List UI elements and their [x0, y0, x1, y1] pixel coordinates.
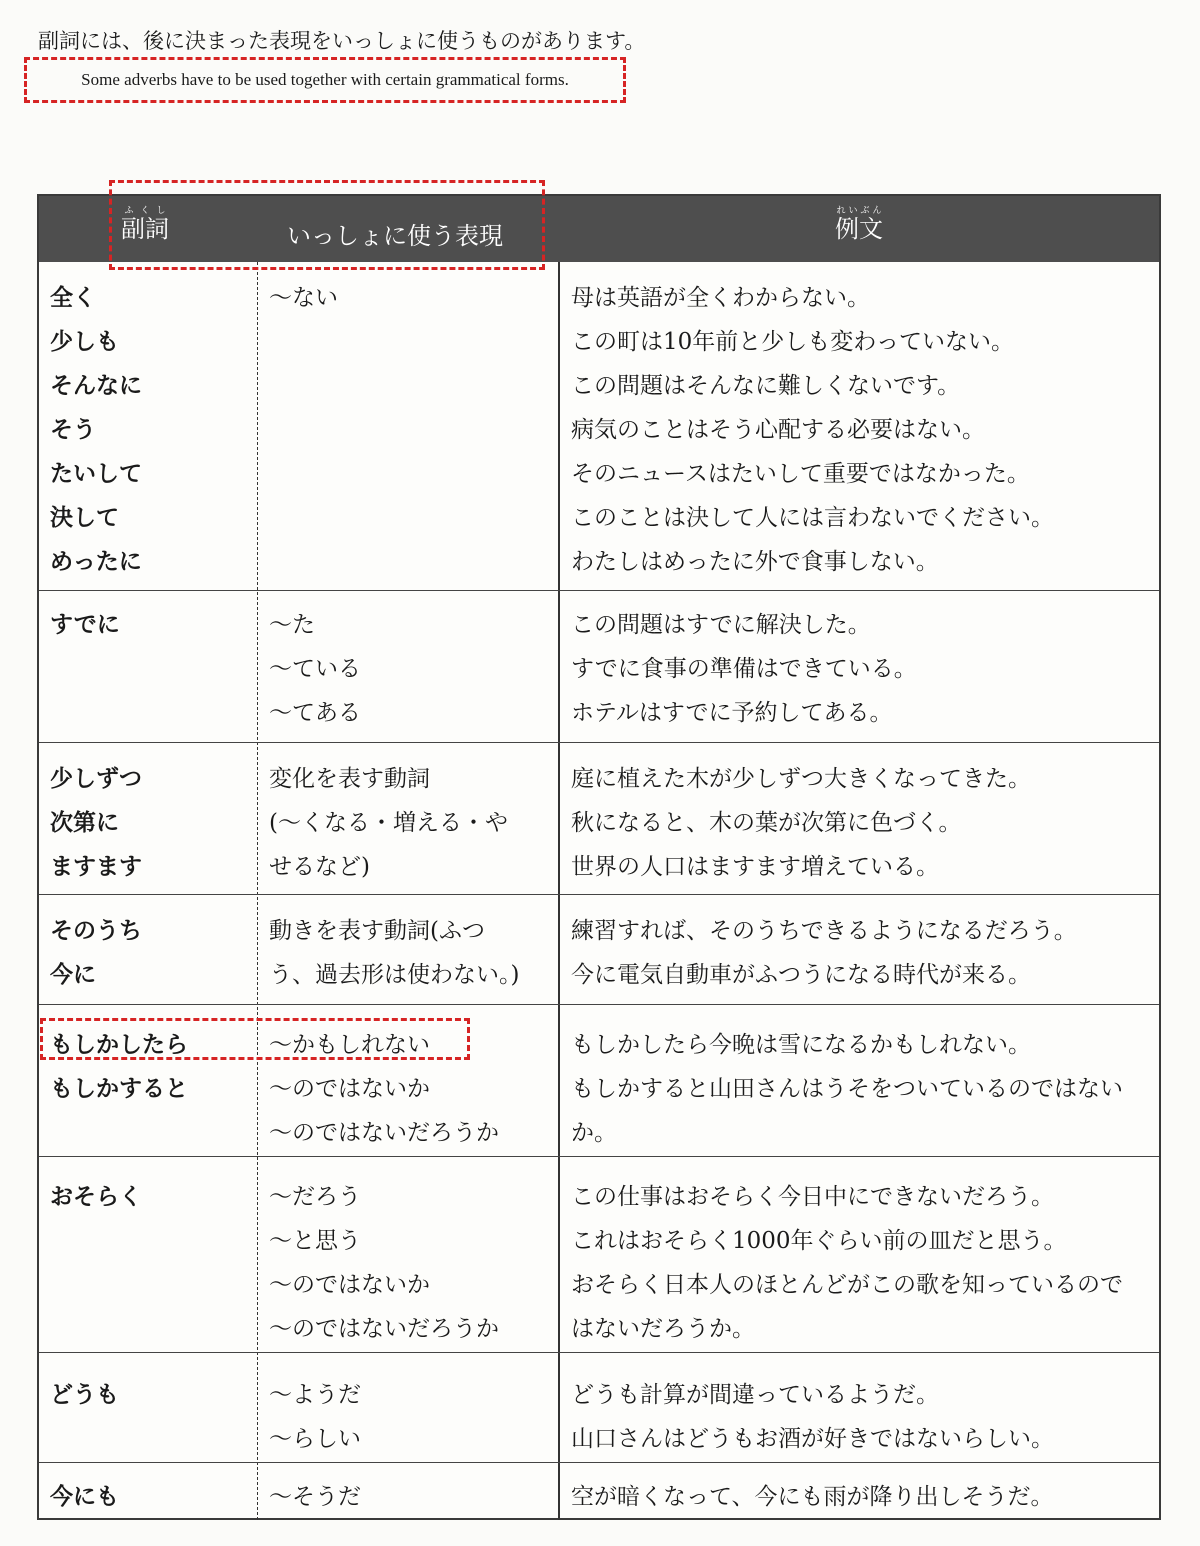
example-cell: [571, 603, 1151, 735]
adverb: おそらく: [50, 1184, 142, 1210]
table-row: [39, 894, 1159, 1005]
expression: 〜のではないだろうか: [269, 1316, 499, 1342]
adverb-cell: [50, 276, 250, 584]
table-row: [39, 590, 1159, 743]
example-sentence: この町は10年前と少しも変わっていない。: [571, 329, 1015, 355]
example-sentence: どうも計算が間違っているようだ。: [571, 1382, 939, 1408]
intro-english: Some adverbs have to be used together with certain grammatical forms.: [81, 70, 569, 89]
header-adverb: 副詞ふくし: [121, 206, 169, 243]
header-highlight-box: [109, 180, 545, 270]
header-expression: いっしょに使う表現: [287, 222, 503, 250]
example-sentence: 病気のことはそう心配する必要はない。: [571, 417, 985, 443]
adverb-cell: [50, 1475, 250, 1519]
expression: 〜ようだ: [269, 1382, 361, 1408]
example-sentence: 今に電気自動車がふつうになる時代が来る。: [571, 962, 1031, 988]
table-row: [39, 262, 1159, 590]
example-sentence: 空が暗くなって、今にも雨が降り出しそうだ。: [571, 1484, 1054, 1510]
example-sentence: もしかすると山田さんはうそをついているのではない: [571, 1076, 1123, 1102]
example-cell: [571, 1373, 1151, 1461]
example-sentence: 母は英語が全くわからない。: [571, 285, 870, 311]
adverb: 少しずつ: [50, 766, 142, 792]
expression-cell: [269, 757, 551, 889]
expression: 〜と思う: [269, 1228, 361, 1254]
adverb-cell: [50, 1175, 250, 1219]
adverb: 決して: [50, 505, 119, 531]
adverb: そう: [50, 417, 96, 443]
adverb: どうも: [50, 1382, 119, 1408]
example-cell: [571, 276, 1151, 584]
expression: 〜かもしれない: [269, 1032, 430, 1058]
expression-cell: [269, 909, 551, 997]
expression: 〜のではないだろうか: [269, 1120, 499, 1146]
example-cell: [571, 757, 1151, 889]
example-sentence: わたしはめったに外で食事しない。: [571, 549, 939, 575]
adverb: もしかすると: [50, 1076, 188, 1102]
adverb: すでに: [50, 612, 120, 638]
expression: 〜た: [269, 612, 315, 638]
adverb: そのうち: [50, 918, 142, 944]
adverb-table: [37, 194, 1161, 1520]
adverb: 次第に: [50, 810, 119, 836]
table-row: [39, 742, 1159, 895]
expression-cell: [269, 276, 551, 320]
example-sentence: この仕事はおそらく今日中にできないだろう。: [571, 1184, 1054, 1210]
example-cell: [571, 1023, 1151, 1155]
expression: (〜くなる・増える・や: [269, 810, 508, 836]
expression: う、過去形は使わない。): [269, 962, 520, 988]
adverb: もしかしたら: [50, 1032, 188, 1058]
example-sentence: そのニュースはたいして重要ではなかった。: [571, 461, 1030, 487]
adverb: そんなに: [50, 373, 142, 399]
adverb-cell: [50, 603, 250, 647]
example-sentence: おそらく日本人のほとんどがこの歌を知っているので: [571, 1272, 1123, 1298]
example-sentence: はないだろうか。: [571, 1316, 755, 1342]
expression: 動きを表す動詞(ふつ: [269, 918, 485, 944]
example-sentence: 秋になると、木の葉が次第に色づく。: [571, 810, 962, 836]
adverb: めったに: [50, 549, 142, 575]
adverb: 全く: [50, 285, 96, 311]
example-sentence: この問題はすでに解決した。: [571, 612, 871, 638]
example-cell: [571, 1475, 1151, 1519]
adverb: ますます: [50, 854, 142, 880]
expression: 〜ない: [269, 285, 338, 311]
expression: 〜のではないか: [269, 1076, 430, 1102]
example-cell: [571, 1175, 1151, 1351]
expression: 〜らしい: [269, 1426, 361, 1452]
expression: 〜ている: [269, 656, 361, 682]
example-sentence: この問題はそんなに難しくないです。: [571, 373, 961, 399]
example-sentence: すでに食事の準備はできている。: [571, 656, 917, 682]
table-row: [39, 1462, 1159, 1521]
adverb: 今に: [50, 962, 96, 988]
expression-cell: [269, 1475, 551, 1519]
row-highlight-box: [40, 1018, 470, 1060]
intro-english-box: [24, 57, 626, 103]
example-sentence: 庭に植えた木が少しずつ大きくなってきた。: [571, 766, 1031, 792]
example-sentence: 山口さんはどうもお酒が好きではないらしい。: [571, 1426, 1054, 1452]
example-sentence: 世界の人口はますます増えている。: [571, 854, 939, 880]
adverb-cell: [50, 909, 250, 997]
header-example: 例文れいぶん: [835, 206, 883, 243]
example-sentence: もしかしたら今晩は雪になるかもしれない。: [571, 1032, 1031, 1058]
table-row: [39, 1156, 1159, 1353]
adverb-cell: [50, 1373, 250, 1417]
adverb: 少しも: [50, 329, 119, 355]
expression-cell: [269, 1175, 551, 1351]
expression-cell: [269, 1373, 551, 1461]
expression: 〜てある: [269, 700, 361, 726]
adverb: 今にも: [50, 1484, 119, 1510]
example-sentence: 練習すれば、そのうちできるようになるだろう。: [571, 918, 1077, 944]
example-sentence: ホテルはすでに予約してある。: [571, 700, 893, 726]
expression: 変化を表す動詞: [269, 766, 430, 792]
expression: 〜だろう: [269, 1184, 361, 1210]
adverb: たいして: [50, 461, 142, 487]
example-cell: [571, 909, 1151, 997]
table-row: [39, 1352, 1159, 1463]
example-sentence: か。: [571, 1120, 617, 1146]
expression: 〜そうだ: [269, 1484, 361, 1510]
example-sentence: このことは決して人には言わないでください。: [571, 505, 1054, 531]
example-sentence: これはおそらく1000年ぐらい前の皿だと思う。: [571, 1228, 1067, 1254]
expression-cell: [269, 603, 551, 735]
intro-japanese: 副詞には、後に決まった表現をいっしょに使うものがあります。: [38, 29, 646, 53]
expression: 〜のではないか: [269, 1272, 430, 1298]
expression: せるなど): [269, 854, 370, 880]
adverb-cell: [50, 757, 250, 889]
